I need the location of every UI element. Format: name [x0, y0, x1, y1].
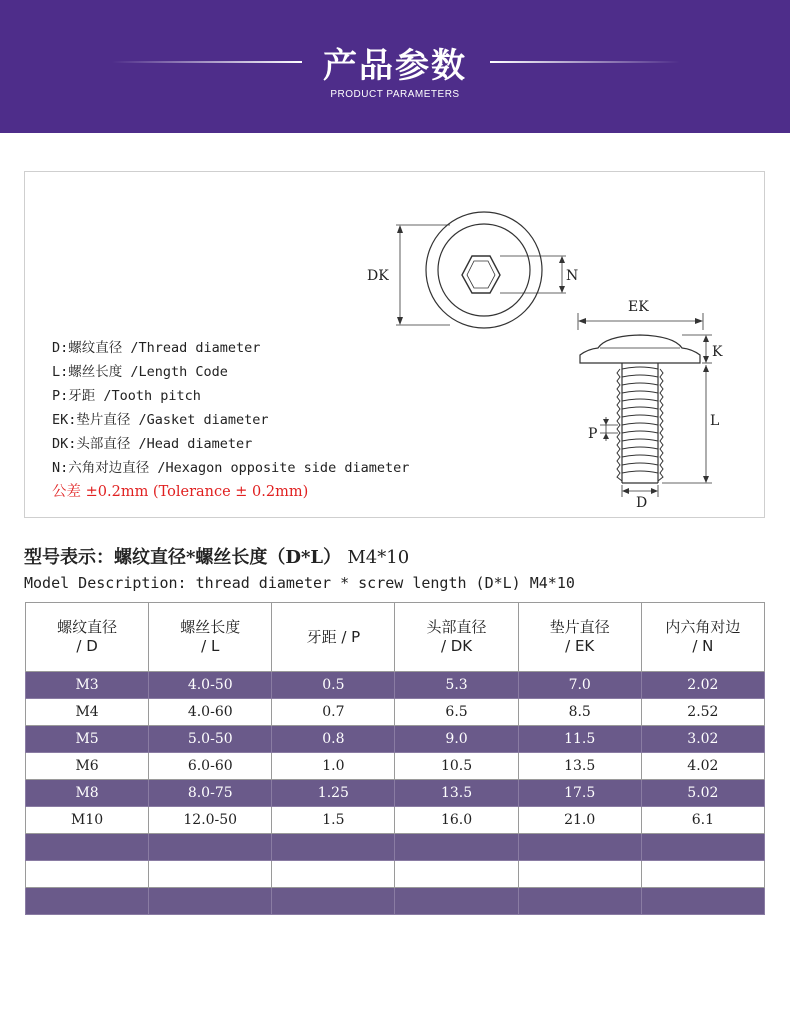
table-cell — [272, 834, 395, 861]
table-cell — [26, 861, 149, 888]
table-cell — [641, 888, 764, 915]
header-pitch: 牙距 / P — [272, 603, 395, 672]
table-cell — [272, 888, 395, 915]
screw-diagram — [360, 205, 760, 515]
ek-label: EK — [628, 299, 649, 315]
legend-item-p: P:牙距 /Tooth pitch — [52, 388, 201, 404]
table-cell — [272, 861, 395, 888]
table-cell — [518, 861, 641, 888]
table-cell — [26, 834, 149, 861]
table-cell: 0.8 — [272, 726, 395, 753]
table-cell: 16.0 — [395, 807, 518, 834]
table-cell: 6.5 — [395, 699, 518, 726]
header-length: 螺丝长度 / L — [149, 603, 272, 672]
table-cell: M6 — [26, 753, 149, 780]
table-row — [26, 834, 765, 861]
table-cell: 4.02 — [641, 753, 764, 780]
header-head-diameter: 头部直径 / DK — [395, 603, 518, 672]
table-cell: M3 — [26, 672, 149, 699]
table-cell — [641, 861, 764, 888]
table-row — [26, 807, 765, 834]
table-row — [26, 699, 765, 726]
legend-item-l: L:螺丝长度 /Length Code — [52, 364, 228, 380]
tolerance-note: 公差 ±0.2mm (Tolerance ± 0.2mm) — [52, 484, 309, 500]
table-cell: 5.3 — [395, 672, 518, 699]
table-cell — [395, 834, 518, 861]
table-cell: 2.52 — [641, 699, 764, 726]
model-description-en: Model Description: thread diameter * screw length (D*L) M4*10 — [24, 574, 575, 592]
table-cell: 6.0-60 — [149, 753, 272, 780]
table-cell: 2.02 — [641, 672, 764, 699]
table-cell: 11.5 — [518, 726, 641, 753]
table-cell: 13.5 — [395, 780, 518, 807]
dimension-legend — [52, 336, 409, 504]
table-cell: 10.5 — [395, 753, 518, 780]
page-subtitle: PRODUCT PARAMETERS — [330, 89, 460, 100]
table-cell — [641, 834, 764, 861]
table-cell: 12.0-50 — [149, 807, 272, 834]
table-cell — [395, 888, 518, 915]
table-cell: 6.1 — [641, 807, 764, 834]
table-cell: 3.02 — [641, 726, 764, 753]
header-banner — [0, 0, 790, 133]
model-label-cn: 型号表示：螺纹直径*螺丝长度（D*L） — [24, 547, 342, 568]
table-row — [26, 753, 765, 780]
table-cell — [395, 861, 518, 888]
table-cell: 0.5 — [272, 672, 395, 699]
table-header-row — [26, 603, 765, 672]
table-cell: 7.0 — [518, 672, 641, 699]
table-cell: 1.0 — [272, 753, 395, 780]
table-cell: M5 — [26, 726, 149, 753]
table-cell: 9.0 — [395, 726, 518, 753]
n-label: N — [566, 268, 579, 284]
table-row — [26, 861, 765, 888]
table-cell: M10 — [26, 807, 149, 834]
table-cell: M4 — [26, 699, 149, 726]
table-cell: 13.5 — [518, 753, 641, 780]
dk-label: DK — [367, 268, 389, 284]
table-cell: 1.25 — [272, 780, 395, 807]
legend-item-dk: DK:头部直径 /Head diameter — [52, 436, 253, 452]
screw-side-view — [578, 313, 712, 497]
banner-right-rule — [490, 61, 680, 63]
k-label: K — [712, 344, 723, 360]
legend-item-ek: EK:垫片直径 /Gasket diameter — [52, 412, 269, 428]
header-hex-size: 内六角对边 / N — [641, 603, 764, 672]
table-cell: 5.02 — [641, 780, 764, 807]
table-row — [26, 780, 765, 807]
table-cell: 4.0-60 — [149, 699, 272, 726]
model-description-cn — [24, 543, 409, 569]
header-gasket-diameter: 垫片直径 / EK — [518, 603, 641, 672]
l-label: L — [710, 413, 720, 429]
table-row — [26, 672, 765, 699]
page-title: 产品参数 — [323, 46, 467, 86]
table-cell: 1.5 — [272, 807, 395, 834]
table-cell — [518, 834, 641, 861]
table-cell — [149, 888, 272, 915]
legend-item-d: D:螺纹直径 /Thread diameter — [52, 340, 261, 356]
table-body — [26, 672, 765, 915]
table-cell: 21.0 — [518, 807, 641, 834]
table-cell: M8 — [26, 780, 149, 807]
d-label: D — [636, 495, 648, 511]
table-cell — [149, 834, 272, 861]
p-label: P — [588, 426, 598, 442]
table-cell: 4.0-50 — [149, 672, 272, 699]
table-cell: 0.7 — [272, 699, 395, 726]
table-row — [26, 888, 765, 915]
table-cell — [149, 861, 272, 888]
table-row — [26, 726, 765, 753]
table-cell: 8.0-75 — [149, 780, 272, 807]
spec-table — [25, 602, 765, 915]
screw-top-view — [396, 212, 566, 328]
model-value-cn: M4*10 — [347, 547, 410, 568]
table-cell: 17.5 — [518, 780, 641, 807]
table-cell — [518, 888, 641, 915]
table-cell: 8.5 — [518, 699, 641, 726]
table-cell — [26, 888, 149, 915]
header-thread-diameter: 螺纹直径 / D — [26, 603, 149, 672]
table-cell: 5.0-50 — [149, 726, 272, 753]
legend-item-n: N:六角对边直径 /Hexagon opposite side diameter — [52, 460, 410, 476]
